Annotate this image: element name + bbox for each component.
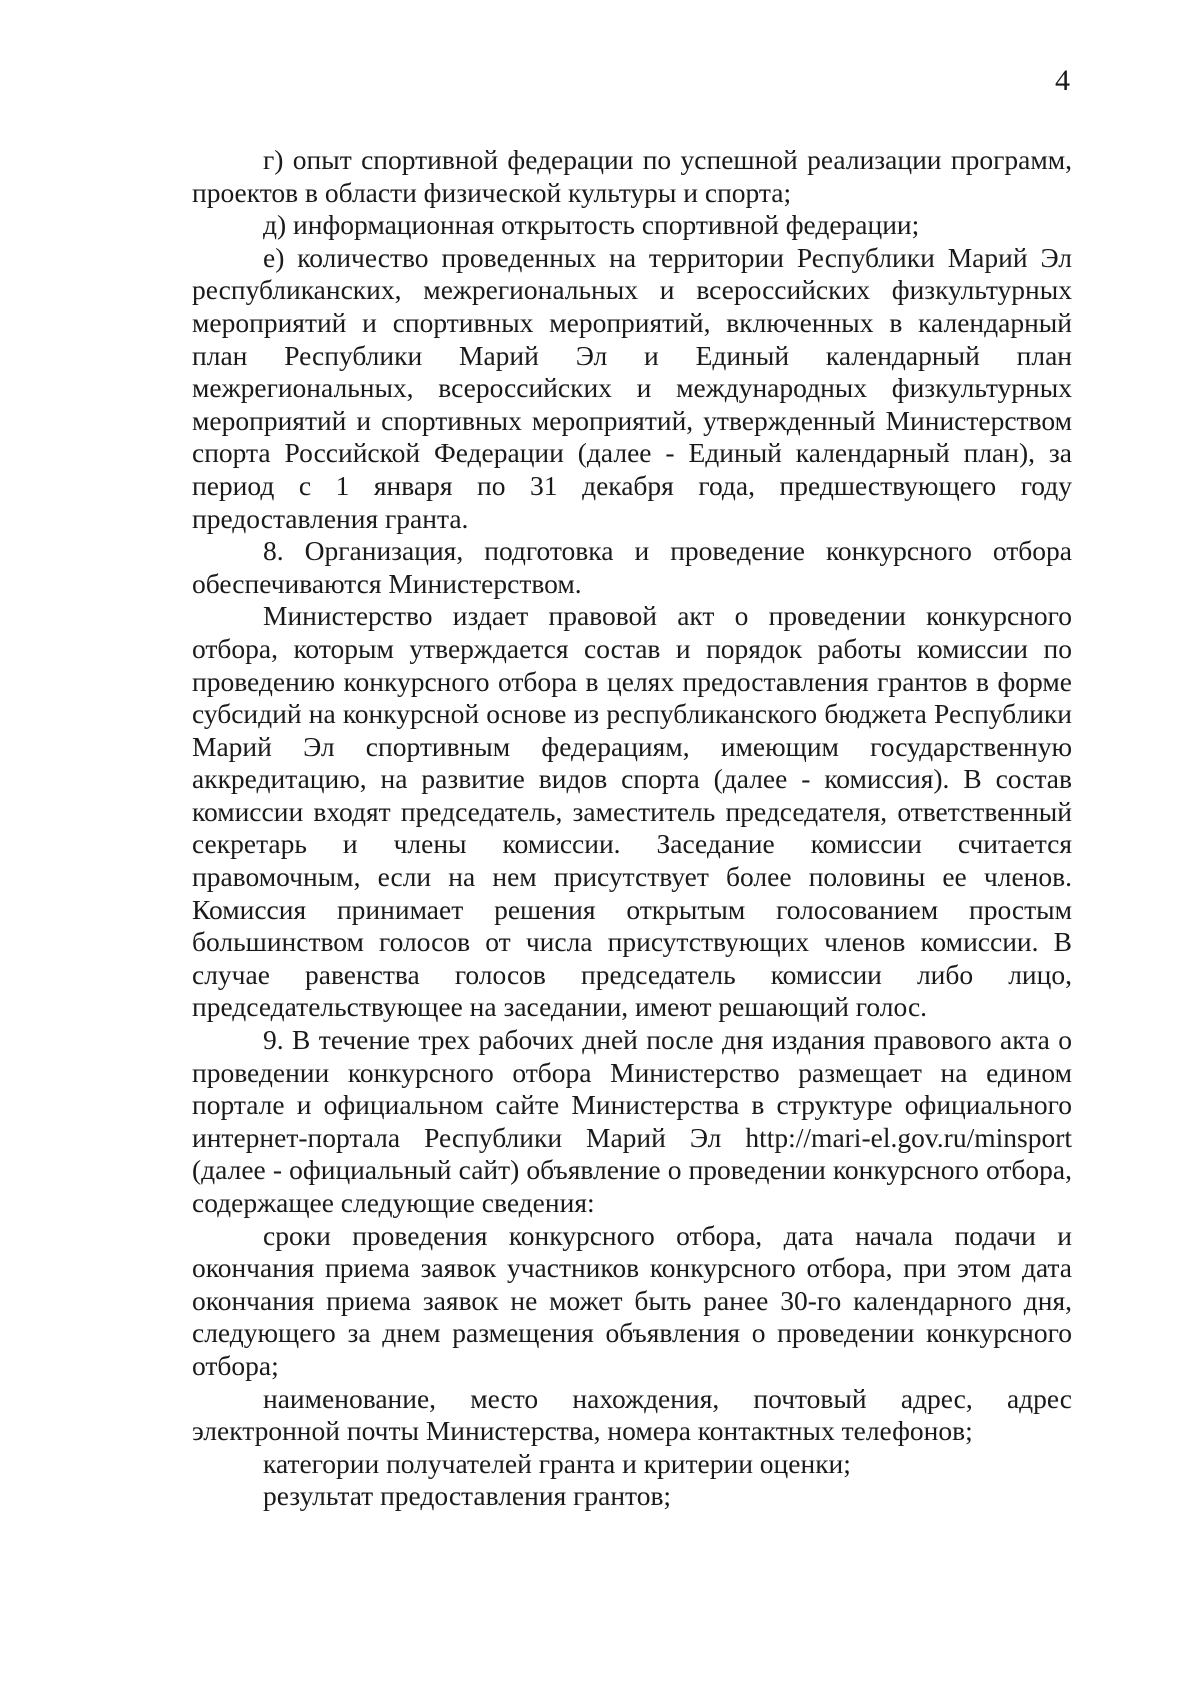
paragraph-criterion-d: д) информационная открытость спортивной федерации; <box>263 209 920 241</box>
document-body <box>192 144 1072 1513</box>
paragraph-commission: Министерство издает правовой акт о проведении конкурсного отбора, которым утверждается состав и порядок работы комиссии по проведению конкурсного отбора в целях предоставления грантов в форме субсидий на конкурсной основе из республиканского бюджета Республики Марий Эл спортивным федерациям, имеющим государственную аккредитацию, на развитие видов спорта (далее - комиссия). В состав комиссии входят председатель, заместитель председателя, ответственный секретарь и члены комиссии. Заседание комиссии считается правомочным, если на нем присутствует более половины ее членов. Комиссия принимает решения открытым голосованием простым большинством голосов от числа присутствующих членов комиссии. В случае равенства голосов председатель комиссии либо лицо, председательствующее на заседании, имеют решающий голос. <box>192 600 1072 1023</box>
page-number: 4 <box>1055 64 1070 97</box>
paragraph-criterion-g: г) опыт спортивной федерации по успешной реализации программ, проектов в области физической культуры и спорта; <box>192 144 1072 208</box>
paragraph-criterion-e: е) количество проведенных на территории Республики Марий Эл республиканских, межрегиональных и всероссийских физкультурных мероприятий и спортивных мероприятий, включенных в календарный план Республики Марий Эл и Единый календарный план межрегиональных, всероссийских и международных физкультурных мероприятий и спортивных мероприятий, утвержденный Министерством спорта Российской Федерации (далее - Единый календарный план), за период с 1 января по 31 декабря года, предшествующего году предоставления гранта. <box>192 241 1072 534</box>
paragraph-grant-result: результат предоставления грантов; <box>263 1480 672 1512</box>
paragraph-recipient-categories: категории получателей гранта и критерии оценки; <box>263 1447 851 1479</box>
paragraph-selection-terms: сроки проведения конкурсного отбора, дата начала подачи и окончания приема заявок участников конкурсного отбора, при этом дата окончания приема заявок не может быть ранее 30-го календарного дня, следующего за днем размещения объявления о проведении конкурсного отбора; <box>192 1219 1072 1381</box>
paragraph-clause-8: 8. Организация, подготовка и проведение конкурсного отбора обеспечиваются Министерством. <box>192 535 1072 599</box>
paragraph-clause-9: 9. В течение трех рабочих дней после дня издания правового акта о проведении конкурсного отбора Министерство размещает на едином портале и официальном сайте Министерства в структуре официального интернет-портала Республики Марий Эл http://mari-el.gov.ru/minsport (далее - официальный сайт) объявление о проведении конкурсного отбора, содержащее следующие сведения: <box>192 1024 1072 1218</box>
paragraph-ministry-contacts: наименование, место нахождения, почтовый адрес, адрес электронной почты Министерства, номера контактных телефонов; <box>192 1382 1072 1447</box>
